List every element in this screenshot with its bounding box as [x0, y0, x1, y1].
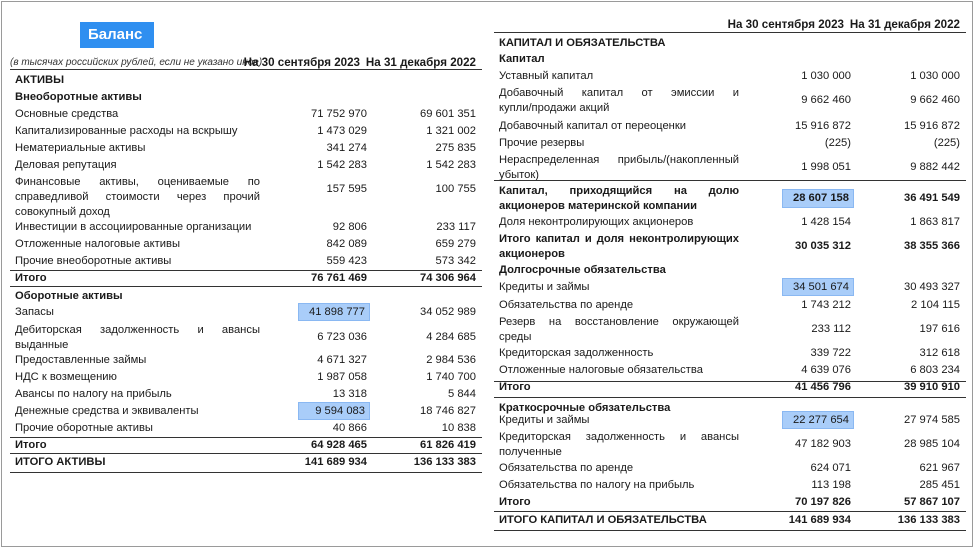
table-row	[10, 289, 482, 306]
row-label-line: выданные	[15, 339, 69, 351]
right-col2-header: На 31 декабря 2022	[849, 18, 960, 31]
row-label	[499, 430, 739, 460]
table-row	[10, 124, 482, 141]
value-current: 1 473 029	[317, 125, 367, 137]
table-divider	[494, 180, 966, 181]
table-divider	[10, 270, 482, 271]
value-previous: 136 133 383	[897, 514, 960, 526]
value-previous: 197 616	[919, 323, 960, 335]
value-previous: 15 916 872	[904, 120, 960, 132]
row-label	[15, 323, 260, 353]
table-row	[494, 413, 966, 430]
value-current: 22 277 654	[783, 412, 853, 428]
value-current: 1 987 058	[317, 371, 367, 383]
table-row	[494, 232, 966, 260]
row-label: АКТИВЫ	[15, 74, 65, 86]
table-row	[494, 513, 966, 530]
value-previous: 5 844	[448, 388, 476, 400]
value-current: 1 542 283	[317, 159, 367, 171]
table-row	[494, 119, 966, 136]
table-divider	[10, 286, 482, 287]
table-row	[10, 237, 482, 254]
row-label	[499, 315, 739, 345]
value-current: 141 689 934	[304, 456, 367, 468]
row-label	[499, 86, 739, 116]
value-previous: 621 967	[919, 462, 960, 474]
value-previous: 30 493 327	[904, 281, 960, 293]
table-row	[494, 315, 966, 343]
value-current: 113 198	[811, 479, 851, 491]
row-label: Внеоборотные активы	[15, 91, 142, 103]
value-current: 40 866	[332, 422, 367, 434]
table-divider	[494, 530, 966, 531]
table-row	[10, 254, 482, 271]
row-label	[499, 153, 739, 183]
table-divider	[10, 472, 482, 473]
value-current: (225)	[824, 137, 851, 149]
value-current: 9 594 083	[299, 403, 369, 419]
units-note: (в тысячах российских рублей, если не указано иное)	[10, 57, 263, 68]
row-label: Капитал	[499, 53, 545, 65]
value-current: 41 456 796	[795, 381, 851, 393]
row-label: Капитализированные расходы на вскрышу	[15, 125, 238, 137]
row-label-line: акционеров материнской компании	[499, 200, 697, 212]
row-label: НДС к возмещению	[15, 371, 117, 383]
row-label-line: Нераспределенная прибыль/(накопленный	[499, 154, 739, 166]
value-previous: 4 284 685	[426, 331, 476, 343]
value-previous: 136 133 383	[413, 456, 476, 468]
value-previous: 1 740 700	[426, 371, 476, 383]
row-label: Инвестиции в ассоциированные организации	[15, 221, 252, 233]
table-row	[10, 455, 482, 472]
value-previous: 1 863 817	[910, 216, 960, 228]
row-label	[15, 175, 260, 220]
row-label: Уставный капитал	[499, 70, 594, 82]
row-label-line: Итого капитал и доля неконтролирующих	[499, 233, 739, 245]
table-row	[494, 430, 966, 458]
value-current: 47 182 903	[795, 438, 851, 450]
value-previous: 275 835	[435, 142, 476, 154]
table-row	[494, 52, 966, 69]
table-divider	[10, 437, 482, 438]
table-divider	[10, 453, 482, 454]
value-current: 13 318	[332, 388, 367, 400]
value-current: 92 806	[332, 221, 367, 233]
row-label: Отложенные налоговые активы	[15, 238, 181, 250]
table-row	[10, 220, 482, 237]
row-label: Кредиты и займы	[499, 281, 590, 293]
row-label: Оборотные активы	[15, 290, 123, 302]
value-previous: 9 882 442	[910, 161, 960, 173]
row-label-line: справедливой стоимости через прочий	[15, 191, 260, 203]
value-previous: 61 826 419	[420, 439, 476, 451]
value-current: 6 723 036	[317, 331, 367, 343]
value-current: 624 071	[810, 462, 851, 474]
row-label: Добавочный капитал от переоценки	[499, 120, 687, 132]
left-col1-header: На 30 сентября 2023	[243, 56, 360, 69]
value-previous: 69 601 351	[420, 108, 476, 120]
value-current: 71 752 970	[311, 108, 367, 120]
value-previous: (225)	[933, 137, 960, 149]
table-row	[494, 478, 966, 495]
value-current: 28 607 158	[783, 190, 853, 207]
row-label-line: среды	[499, 331, 532, 343]
assets-table	[10, 52, 482, 482]
row-label: Прочие резервы	[499, 137, 585, 149]
left-col2-header: На 31 декабря 2022	[365, 56, 476, 69]
value-current: 70 197 826	[795, 496, 851, 508]
value-current: 30 035 312	[795, 240, 851, 252]
row-label-line: убыток)	[499, 169, 540, 181]
row-label: Итого	[15, 272, 47, 284]
table-row	[494, 346, 966, 363]
value-previous: 1 321 002	[426, 125, 476, 137]
table-row	[10, 158, 482, 175]
table-row	[494, 363, 966, 380]
table-row	[494, 263, 966, 280]
row-label: Обязательства по аренде	[499, 462, 634, 474]
table-row	[494, 461, 966, 478]
value-previous: 573 342	[435, 255, 476, 267]
row-label: Денежные средства и эквиваленты	[15, 405, 199, 417]
table-row	[10, 323, 482, 351]
value-current: 4 671 327	[317, 354, 367, 366]
value-previous: 659 279	[435, 238, 476, 250]
value-previous: 1 030 000	[910, 70, 960, 82]
value-previous: 28 985 104	[904, 438, 960, 450]
value-previous: 285 451	[919, 479, 960, 491]
row-label-line: полученные	[499, 446, 562, 458]
table-row	[494, 280, 966, 297]
row-label: Обязательства по налогу на прибыль	[499, 479, 695, 491]
value-current: 9 662 460	[801, 94, 851, 106]
table-row	[494, 380, 966, 397]
table-row	[10, 305, 482, 322]
table-divider	[494, 511, 966, 512]
table-row	[10, 421, 482, 438]
table-row	[494, 86, 966, 114]
row-label: Нематериальные активы	[15, 142, 146, 154]
value-current: 1 743 212	[801, 299, 851, 311]
value-current: 1 998 051	[801, 161, 851, 173]
row-label-line: Резерв на восстановление окружающей	[499, 316, 739, 328]
row-label: Итого	[499, 381, 531, 393]
value-current: 157 595	[326, 183, 367, 195]
row-label: Итого	[499, 496, 531, 508]
value-previous: 36 491 549	[904, 192, 960, 204]
table-row	[10, 107, 482, 124]
value-current: 1 030 000	[801, 70, 851, 82]
row-label: Доля неконтролирующих акционеров	[499, 216, 694, 228]
row-label: Кредиторская задолженность	[499, 347, 654, 359]
row-label: Запасы	[15, 306, 54, 318]
row-label-line: акционеров	[499, 248, 565, 260]
row-label: ИТОГО АКТИВЫ	[15, 456, 106, 468]
value-current: 34 501 674	[783, 279, 853, 295]
value-previous: 2 104 115	[911, 299, 960, 311]
row-label-line: Дебиторская задолженность и авансы	[15, 324, 260, 336]
table-row	[494, 69, 966, 86]
value-previous: 2 984 536	[426, 354, 476, 366]
row-label-line: Капитал, приходящийся на долю	[499, 185, 739, 197]
table-row	[10, 404, 482, 421]
value-previous: 34 052 989	[420, 306, 476, 318]
value-current: 64 928 465	[311, 439, 367, 451]
row-label-line: Добавочный капитал от эмиссии и	[499, 87, 739, 99]
table-row	[494, 36, 966, 53]
table-row	[10, 353, 482, 370]
value-current: 141 689 934	[788, 514, 851, 526]
value-current: 341 274	[326, 142, 367, 154]
liabilities-table	[494, 12, 966, 532]
table-row	[10, 387, 482, 404]
row-label: Прочие оборотные активы	[15, 422, 153, 434]
table-row	[10, 73, 482, 90]
value-previous: 100 755	[435, 183, 476, 195]
value-current: 339 722	[810, 347, 851, 359]
value-current: 842 089	[326, 238, 367, 250]
row-label: КАПИТАЛ И ОБЯЗАТЕЛЬСТВА	[499, 37, 666, 49]
table-row	[10, 141, 482, 158]
row-label: Деловая репутация	[15, 159, 117, 171]
table-row	[10, 175, 482, 218]
right-col1-header: На 30 сентября 2023	[727, 18, 844, 31]
section-badge: Баланс	[80, 22, 154, 48]
table-row	[494, 495, 966, 512]
value-current: 4 639 076	[801, 364, 851, 376]
value-current: 1 428 154	[801, 216, 851, 228]
value-previous: 1 542 283	[426, 159, 476, 171]
value-previous: 18 746 827	[420, 405, 476, 417]
row-label: Авансы по налогу на прибыль	[15, 388, 172, 400]
row-label-line: Кредиторская задолженность и авансы	[499, 431, 739, 443]
table-divider	[494, 397, 966, 398]
value-previous: 38 355 366	[904, 240, 960, 252]
value-previous: 6 803 234	[910, 364, 960, 376]
value-current: 233 112	[811, 323, 851, 335]
row-label: Итого	[15, 439, 47, 451]
row-label: Обязательства по аренде	[499, 299, 634, 311]
value-previous: 27 974 585	[904, 414, 960, 426]
table-divider	[494, 32, 966, 33]
row-label: Предоставленные займы	[15, 354, 147, 366]
row-label-line: совокупный доход	[15, 206, 110, 218]
value-previous: 312 618	[919, 347, 960, 359]
row-label	[499, 232, 739, 262]
value-previous: 57 867 107	[904, 496, 960, 508]
row-label: ИТОГО КАПИТАЛ И ОБЯЗАТЕЛЬСТВА	[499, 514, 707, 526]
table-divider	[10, 69, 482, 70]
row-label	[499, 184, 739, 214]
value-current: 15 916 872	[795, 120, 851, 132]
row-label: Отложенные налоговые обязательства	[499, 364, 703, 376]
value-current: 559 423	[326, 255, 367, 267]
table-row	[494, 136, 966, 153]
row-label: Основные средства	[15, 108, 119, 120]
row-label: Краткосрочные обязательства	[499, 402, 671, 414]
row-label: Кредиты и займы	[499, 414, 590, 426]
value-previous: 9 662 460	[910, 94, 960, 106]
table-divider	[494, 381, 966, 382]
value-previous: 74 306 964	[420, 272, 476, 284]
row-label-line: купли/продажи акций	[499, 102, 610, 114]
table-row	[494, 184, 966, 212]
value-current: 76 761 469	[311, 272, 367, 284]
table-row	[10, 370, 482, 387]
row-label-line: Финансовые активы, оцениваемые по	[15, 176, 260, 188]
table-row	[494, 153, 966, 181]
value-previous: 10 838	[441, 422, 476, 434]
row-label: Долгосрочные обязательства	[499, 264, 666, 276]
table-row	[494, 215, 966, 232]
row-label: Прочие внеоборотные активы	[15, 255, 172, 267]
table-row	[10, 90, 482, 107]
table-row	[494, 298, 966, 315]
value-previous: 233 117	[436, 221, 476, 233]
value-current: 41 898 777	[299, 304, 369, 320]
value-previous: 39 910 910	[904, 381, 960, 393]
